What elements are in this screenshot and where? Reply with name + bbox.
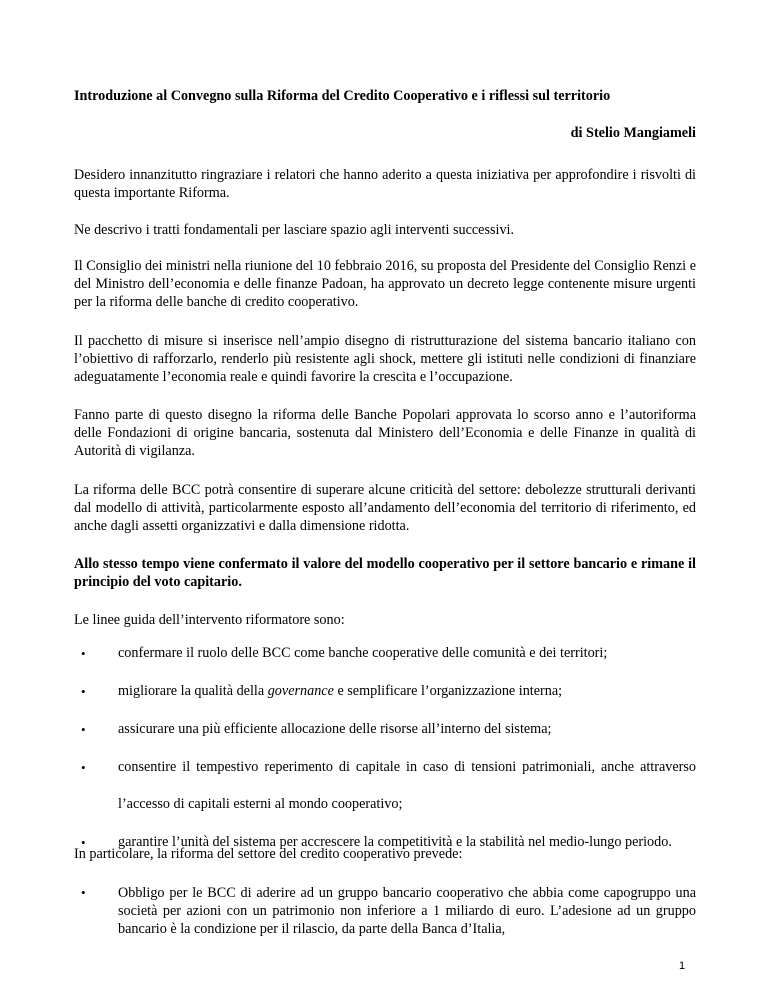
list-item-italic: governance — [267, 683, 334, 699]
bullet-icon: • — [81, 684, 86, 699]
bullet-icon: • — [81, 835, 86, 850]
document-title: Introduzione al Convegno sulla Riforma del Credito Cooperativo e i riflessi sul territorio — [74, 88, 611, 104]
paragraph: La riforma delle BCC potrà consentire di superare alcune criticità del settore: debolezze strutturali derivanti dal modello di attività, particolarmente esposto all’andamento dell’economia del territorio di riferimento, ed anche dagli assetti organizzativi e dalla dimensione ridotta. — [74, 482, 696, 534]
document-author: di Stelio Mangiameli — [570, 125, 696, 141]
bold-paragraph — [74, 555, 696, 591]
list-item — [74, 673, 696, 710]
list-item-text: migliorare la qualità della — [118, 683, 268, 699]
paragraph: Ne descrivo i tratti fondamentali per lasciare spazio agli interventi successivi. — [74, 222, 515, 238]
bullet-icon: • — [81, 646, 86, 661]
list-item-text: e semplificare l’organizzazione interna; — [333, 683, 563, 699]
provisions-list — [74, 884, 696, 938]
paragraph: Il pacchetto di misure si inserisce nell’ampio disegno di ristrutturazione del sistema bancario italiano con l’obiettivo di rafforzarlo, renderlo più resistente agli shock, mettere gli istituti nelle condizioni di finanziare adeguatamente l’economia reale e quindi favorire la crescita e l’occupazione. — [74, 333, 696, 385]
paragraph: Il Consiglio dei ministri nella riunione del 10 febbraio 2016, su proposta del Presidente del Consiglio Renzi e del Ministro dell’economia e delle finanze Padoan, ha approvato un decreto legge contenente misure urgenti per la riforma delle banche di credito cooperativo. — [74, 258, 696, 310]
guidelines-list — [74, 635, 696, 861]
list-item — [74, 635, 696, 672]
list-item-text: Obbligo per le BCC di aderire ad un gruppo bancario cooperativo che abbia come capogruppo una società per azioni con un patrimonio non inferiore a 1 miliardo di euro. L’adesione ad un gruppo bancario è la condizione per il rilascio, da parte della Banca d’Italia, — [118, 885, 696, 937]
list-item — [74, 749, 696, 823]
bullet-icon: • — [81, 722, 86, 737]
bullet-icon: • — [81, 760, 86, 775]
list-item-text: consentire il tempestivo reperimento di capitale in caso di tensioni patrimoniali, anche attraverso l’accesso di capitali esterni al mondo cooperativo; — [118, 759, 696, 812]
list-item-text: confermare il ruolo delle BCC come banche cooperative delle comunità e dei territori; — [118, 645, 608, 661]
bullet-icon: • — [81, 885, 86, 900]
page-number: 1 — [679, 960, 686, 972]
list-item-text: garantire l’unità del sistema per accrescere la competitività e la stabilità nel medio-lungo periodo. — [118, 834, 672, 850]
list-item — [74, 711, 696, 748]
paragraph: Fanno parte di questo disegno la riforma delle Banche Popolari approvata lo scorso anno e l’autoriforma delle Fondazioni di origine bancaria, sostenuta dal Ministero dell’Economia e delle Finanze in qualità di Autorità di vigilanza. — [74, 407, 696, 459]
provisions-intro: In particolare, la riforma del settore del credito cooperativo prevede: — [74, 846, 463, 862]
paragraph: Desidero innanzitutto ringraziare i relatori che hanno aderito a questa iniziativa per approfondire i risvolti di questa importante Riforma. — [74, 167, 696, 201]
list-item — [74, 884, 696, 938]
list-item-text: assicurare una più efficiente allocazione delle risorse all’interno del sistema; — [118, 721, 552, 737]
bold-paragraph-text: Allo stesso tempo viene confermato il valore del modello cooperativo per il settore bancario e rimane il principio del voto capitario. — [74, 556, 696, 590]
guidelines-intro: Le linee guida dell’intervento riformatore sono: — [74, 612, 345, 628]
